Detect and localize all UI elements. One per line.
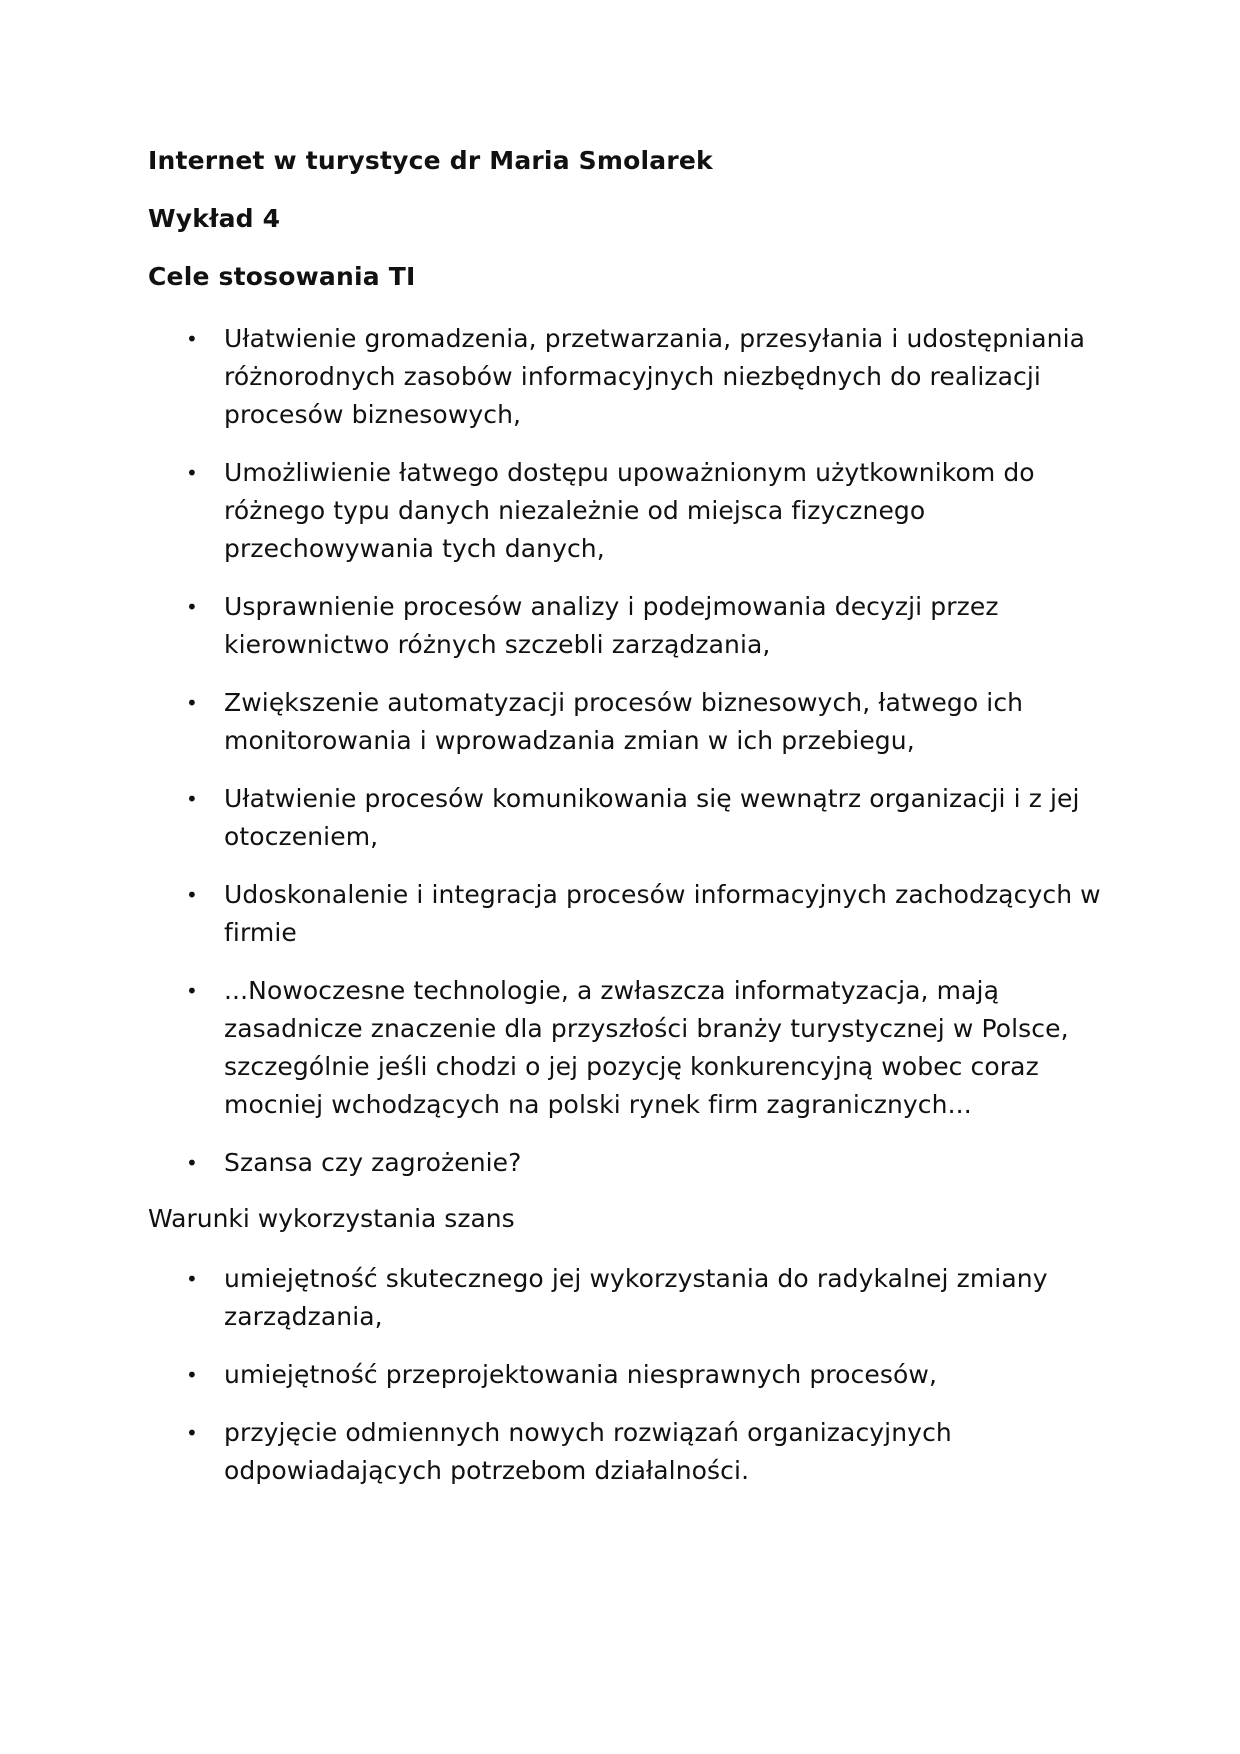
list-item [148, 454, 1108, 568]
bullet-icon: • [186, 883, 198, 907]
conditions-list [148, 1260, 1108, 1490]
bullet-icon: • [186, 1421, 198, 1445]
list-item-text: przyjęcie odmiennych nowych rozwiązań organizacyjnych odpowiadających potrzebom działalności. [224, 1418, 952, 1485]
bullet-icon: • [186, 787, 198, 811]
list-item [148, 1144, 1108, 1182]
list-item [148, 972, 1108, 1124]
list-item-text: Udoskonalenie i integracja procesów informacyjnych zachodzących w firmie [224, 880, 1101, 947]
document-title: Internet w turystyce dr Maria Smolarek [148, 146, 713, 175]
list-item-text: Ułatwienie procesów komunikowania się wewnątrz organizacji i z jej otoczeniem, [224, 784, 1080, 851]
list-item-text: Ułatwienie gromadzenia, przetwarzania, przesyłania i udostępniania różnorodnych zasobów informacyjnych niezbędnych do realizacji procesów biznesowych, [224, 324, 1086, 429]
list-item [148, 780, 1108, 856]
list-item [148, 1414, 1108, 1490]
list-item-text: ...Nowoczesne technologie, a zwłaszcza informatyzacja, mają zasadnicze znaczenie dla przyszłości branży turystycznej w Polsce, szczególnie jeśli chodzi o jej pozycję konkurencyjną wobec coraz mocniej wchodzących na polski rynek firm zagranicznych... [224, 976, 1069, 1119]
bullet-icon: • [186, 461, 198, 485]
list-item-text: Szansa czy zagrożenie? [224, 1148, 522, 1177]
bullet-icon: • [186, 1363, 198, 1387]
list-item [148, 320, 1108, 434]
list-item-text: Zwiększenie automatyzacji procesów biznesowych, łatwego ich monitorowania i wprowadzania zmian w ich przebiegu, [224, 688, 1024, 755]
list-item [148, 876, 1108, 952]
document-content [148, 146, 1108, 1510]
section-heading-conditions: Warunki wykorzystania szans [148, 1204, 515, 1233]
list-item-text: Umożliwienie łatwego dostępu upoważnionym użytkownikom do różnego typu danych niezależnie od miejsca fizycznego przechowywania tych danych, [224, 458, 1035, 563]
list-item-text: Usprawnienie procesów analizy i podejmowania decyzji przez kierownictwo różnych szczebli zarządzania, [224, 592, 999, 659]
bullet-icon: • [186, 327, 198, 351]
lecture-number: Wykład 4 [148, 204, 281, 233]
list-item [148, 1260, 1108, 1336]
bullet-icon: • [186, 979, 198, 1003]
bullet-icon: • [186, 691, 198, 715]
goals-list [148, 320, 1108, 1182]
list-item-text: umiejętność skutecznego jej wykorzystania do radykalnej zmiany zarządzania, [224, 1264, 1048, 1331]
bullet-icon: • [186, 1267, 198, 1291]
list-item [148, 1356, 1108, 1394]
list-item [148, 684, 1108, 760]
list-item [148, 588, 1108, 664]
list-item-text: umiejętność przeprojektowania niesprawnych procesów, [224, 1360, 937, 1389]
bullet-icon: • [186, 595, 198, 619]
section-heading-goals: Cele stosowania TI [148, 262, 416, 291]
bullet-icon: • [186, 1151, 198, 1175]
